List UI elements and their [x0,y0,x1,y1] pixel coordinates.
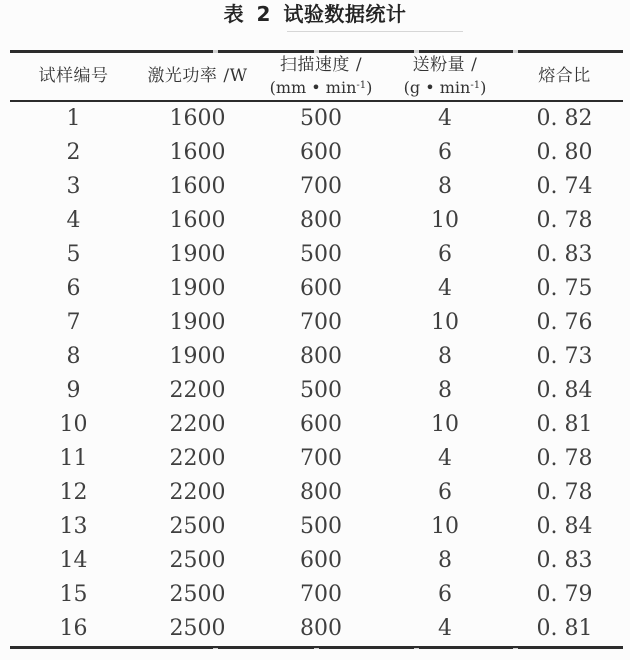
table-cell: 700 [300,446,342,471]
col-header-scan-speed [258,52,384,101]
table-cell: 1900 [169,242,226,267]
col-header-powder-feed-unit [384,76,506,98]
table-cell: 2500 [169,616,226,641]
table-cell: 2200 [169,480,226,505]
table-cell: 700 [300,310,342,335]
table-cell: 4 [438,446,452,471]
table-cell: 7 [66,310,81,335]
table-cell: 2200 [169,446,226,471]
col-header-laser-power-label: 激光功率 /W [147,65,248,86]
table-cell: 600 [300,140,342,165]
table-cell: 8 [66,344,81,369]
table-cell: 6 [438,480,452,505]
table-cell: 0. 83 [536,548,593,573]
table-cell: 2500 [169,548,226,573]
table-cell: 4 [438,106,452,131]
table-cell: 6 [438,140,452,165]
table-cell: 0. 84 [536,378,593,403]
table-cell: 1 [66,106,81,131]
table-body [10,101,623,648]
table-cell: 2200 [169,378,226,403]
table-cell: 4 [66,208,81,233]
table-cell: 800 [300,480,342,505]
table-cell: 13 [59,514,88,539]
table-cell: 8 [438,344,452,369]
table-cell: 600 [300,412,342,437]
unit-text: ) [480,77,487,97]
table-cell: 0. 82 [536,106,593,131]
table-cell: 8 [438,174,452,199]
table-row [10,510,623,544]
table-row [10,374,623,408]
table-cell: 12 [59,480,88,505]
unit-text: (g • min [403,77,471,97]
table-row [10,408,623,442]
table-cell: 0. 79 [536,582,593,607]
table-row [10,476,623,510]
scan-artifact-line [287,31,463,32]
table-row [10,238,623,272]
table-cell: 10 [431,514,459,539]
table-cell: 4 [438,616,452,641]
table-cell: 1900 [169,310,226,335]
table-cell: 600 [300,548,342,573]
col-header-scan-speed-label: 扫描速度 / [279,54,363,75]
table-cell: 2500 [169,582,226,607]
table-row [10,170,623,204]
unit-text: (mm • min [269,77,357,97]
unit-text: ) [366,77,373,97]
table-cell: 0. 76 [536,310,593,335]
table-cell: 0. 83 [536,242,593,267]
table-cell: 1900 [169,344,226,369]
table-cell: 11 [59,446,88,471]
data-table [10,50,623,649]
table-cell: 500 [300,242,342,267]
col-header-fusion-ratio [506,52,623,101]
table-cell: 0. 81 [536,412,593,437]
table-cell: 14 [59,548,88,573]
table-cell: 0. 78 [536,208,593,233]
table-cell: 6 [438,582,452,607]
table-row [10,101,623,136]
table-cell: 8 [438,548,452,573]
table-cell: 16 [59,616,88,641]
unit-superscript: -1 [356,79,367,91]
table-cell: 800 [300,616,342,641]
table-row [10,272,623,306]
table-cell: 4 [438,276,452,301]
table-cell: 1600 [169,140,226,165]
table-cell: 1900 [169,276,226,301]
table-cell: 500 [300,378,342,403]
table-cell: 500 [300,106,342,131]
table-cell: 9 [66,378,81,403]
col-header-powder-feed-label: 送粉量 / [412,54,478,75]
data-table-container [10,50,623,649]
table-row [10,306,623,340]
table-cell: 0. 73 [536,344,593,369]
table-caption: 表 2 试验数据统计 [223,2,407,26]
table-row [10,578,623,612]
table-cell: 0. 78 [536,446,593,471]
col-header-sample-no-label: 试样编号 [38,65,109,86]
col-header-laser-power [137,52,258,101]
col-header-powder-feed [384,52,506,101]
table-cell: 15 [59,582,88,607]
table-row [10,204,623,238]
table-cell: 800 [300,344,342,369]
col-header-sample-no [10,52,137,101]
table-cell: 0. 78 [536,480,593,505]
table-cell: 700 [300,174,342,199]
table-cell: 6 [438,242,452,267]
table-cell: 5 [66,242,81,267]
table-cell: 0. 74 [536,174,593,199]
table-cell: 0. 75 [536,276,593,301]
table-row [10,136,623,170]
table-cell: 3 [66,174,81,199]
table-cell: 10 [431,208,459,233]
col-header-fusion-ratio-label: 熔合比 [538,65,591,86]
table-cell: 10 [431,412,459,437]
table-cell: 800 [300,208,342,233]
table-cell: 600 [300,276,342,301]
table-cell: 6 [66,276,81,301]
table-cell: 10 [59,412,88,437]
table-row [10,442,623,476]
table-row [10,544,623,578]
table-cell: 8 [438,378,452,403]
table-cell: 0. 80 [536,140,593,165]
col-header-scan-speed-unit [258,76,384,98]
table-row [10,612,623,648]
table-cell: 700 [300,582,342,607]
table-cell: 2 [66,140,81,165]
unit-superscript: -1 [470,79,481,91]
table-cell: 1600 [169,208,226,233]
table-cell: 500 [300,514,342,539]
table-cell: 1600 [169,106,226,131]
table-cell: 10 [431,310,459,335]
table-cell: 0. 84 [536,514,593,539]
table-cell: 1600 [169,174,226,199]
table-cell: 0. 81 [536,616,593,641]
table-row [10,340,623,374]
table-cell: 2200 [169,412,226,437]
table-cell: 2500 [169,514,226,539]
header-row [10,52,623,101]
